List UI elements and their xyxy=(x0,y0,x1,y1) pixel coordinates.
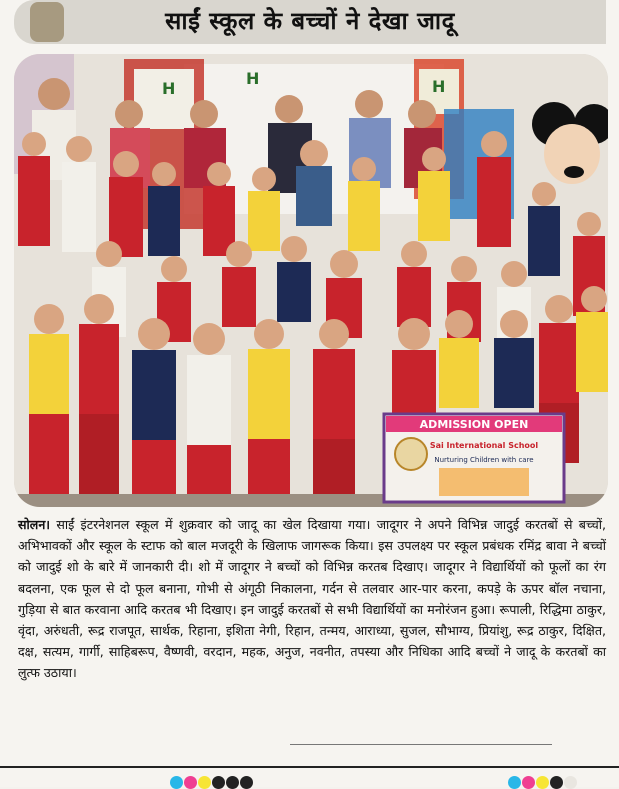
banner-school: Sai International School xyxy=(429,441,539,450)
dateline: सोलन। xyxy=(18,517,51,532)
group-photo xyxy=(14,54,608,507)
wall-letter: H xyxy=(246,69,260,88)
registration-marks xyxy=(170,776,254,787)
headline: साईं स्कूल के बच्चों ने देखा जादू xyxy=(165,7,455,35)
banner-tagline: Nurturing Children with care xyxy=(434,456,534,464)
article-body: साईं इंटरनेशनल स्कूल में शुक्रवार को जादू का खेल दिखाया गया। जादूगर ने अपने विभिन्न जादुई करतबों से बच्चों, अभिभावकों और स्कूल के स्टाफ को बाल मजदूरी के खिलाफ जागरूक किया। इस उपलक्ष्य पर स्कूल प्रबंधक रमिंद्र बावा ने बच्चों को जादुई शो के बारे में जानकारी दी। शो में जादूगर ने बच्चों को विभिन्न करतब दिखाए। जादूगर ने विद्यार्थियों को फूलों का रंग बदलना, एक फूल से दो फूल बनाना, गोभी से अंगूठी निकालना, गर्दन से तलवार आर-पार करना, कपड़े के ऊपर बॉल नचाना, गुड़िया से बात करवाना आदि करतब भी दिखाए। इन जादुई करतबों से सभी विद्यार्थियों का मनोरंजन हुआ। रूपाली, रिद्धिमा ठाकुर, वृंदा, अरुंधती, रूद्र राजपूत, सार्थक, रिहाना, इशिता नेगी, रिहान, तन्मय, आराध्या, सुजल, सौभाग्य, प्रियांशु, रूद्र ठाकुर, दिक्षित, दक्ष, सत्यम, गार्गी, साहिबरूप, वैष्णवी, वरदान, महक, अनुज, नवनीत, तपस्या और निधिका आदि बच्चों ने जादू के करतबों का लुत्फ उठाया। xyxy=(18,517,606,681)
wall-letter: H xyxy=(432,77,446,96)
article-text xyxy=(18,514,606,684)
article-end-rule xyxy=(290,744,552,745)
admission-banner xyxy=(384,414,564,502)
wall-letter: H xyxy=(162,79,176,98)
page-bottom-rule xyxy=(0,766,619,768)
registration-marks-right xyxy=(508,776,578,787)
headline-bar xyxy=(14,0,606,44)
banner-title: ADMISSION OPEN xyxy=(419,418,529,431)
photo-illustration xyxy=(14,54,608,507)
